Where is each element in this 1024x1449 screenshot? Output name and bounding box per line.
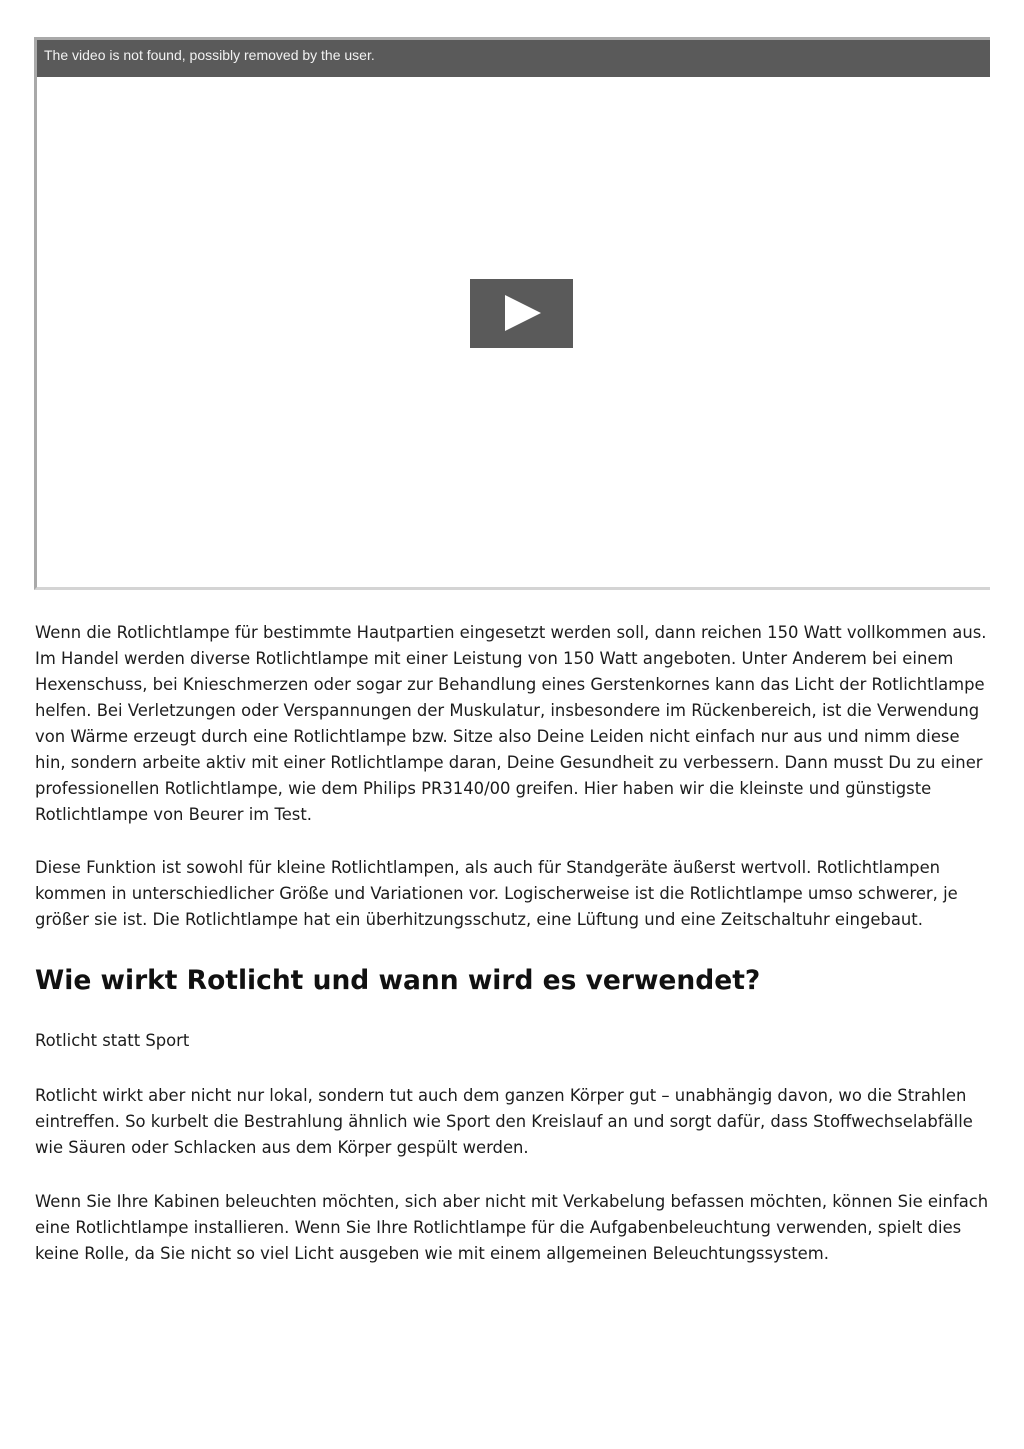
- article-paragraph: Rotlicht statt Sport: [35, 1031, 190, 1050]
- section-heading: Wie wirkt Rotlicht und wann wird es verwendet?: [35, 965, 761, 996]
- play-icon: [505, 295, 541, 331]
- article-paragraph: Diese Funktion ist sowohl für kleine Rotlichtlampen, als auch für Standgeräte äußerst wertvoll. Rotlichtlampen kommen in unterschiedlicher Größe und Variationen vor. Logischerweise ist die Rotlichtlampe umso schwerer, je größer sie ist. Die Rotlichtlampe hat ein überhitzungsschutz, eine Lüftung und eine Zeitschaltuhr eingebaut.: [35, 858, 958, 929]
- article-paragraph: Wenn Sie Ihre Kabinen beleuchten möchten, sich aber nicht mit Verkabelung befassen möchten, können Sie einfach eine Rotlichtlampe installieren. Wenn Sie Ihre Rotlichtlampe für die Aufgabenbeleuchtung verwenden, spielt dies keine Rolle, da Sie nicht so viel Licht ausgeben wie mit einem allgemeinen Beleuchtungssystem.: [35, 1192, 989, 1263]
- video-error-bar: [37, 40, 990, 77]
- video-error-message: The video is not found, possibly removed by the user.: [44, 47, 375, 63]
- article-paragraph: Rotlicht wirkt aber nicht nur lokal, sondern tut auch dem ganzen Körper gut – unabhängig davon, wo die Strahlen eintreffen. So kurbelt die Bestrahlung ähnlich wie Sport den Kreislauf an und sorgt dafür, dass Stoffwechselabfälle wie Säuren oder Schlacken aus dem Körper gespült werden.: [35, 1086, 973, 1157]
- play-button[interactable]: [470, 279, 573, 348]
- video-player[interactable]: [34, 37, 990, 590]
- article-paragraph: Wenn die Rotlichtlampe für bestimmte Hautpartien eingesetzt werden soll, dann reichen 150 Watt vollkommen aus. Im Handel werden diverse Rotlichtlampe mit einer Leistung von 150 Watt angeboten. Unter Anderem bei einem Hexenschuss, bei Knieschmerzen oder sogar zur Behandlung eines Gerstenkornes kann das Licht der Rotlichtlampe helfen. Bei Verletzungen oder Verspannungen der Muskulatur, insbesondere im Rückenbereich, ist die Verwendung von Wärme erzeugt durch eine Rotlichtlampe bzw. Sitze also Deine Leiden nicht einfach nur aus und nimm diese hin, sondern arbeite aktiv mit einer Rotlichtlampe daran, Deine Gesundheit zu verbessern. Dann musst Du zu einer professionellen Rotlichtlampe, wie dem Philips PR3140/00 greifen. Hier haben wir die kleinste und günstigste Rotlichtlampe von Beurer im Test.: [35, 623, 987, 824]
